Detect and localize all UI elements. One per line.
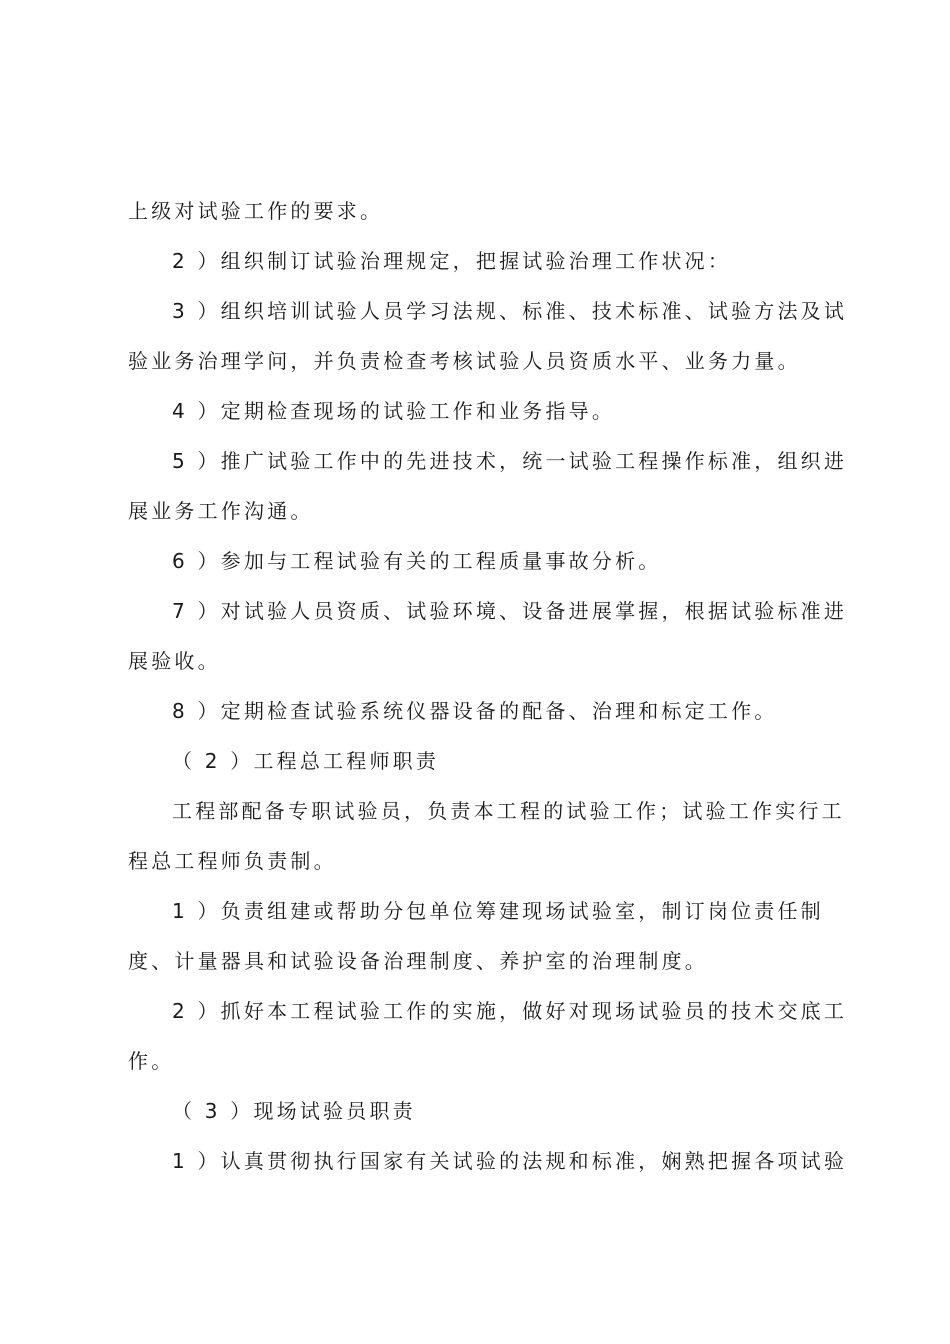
list-item: 5 ）推广试验工作中的先进技术，统一试验工程操作标准，组织进 [172,449,848,473]
list-item: 2 ）组织制订试验治理规定，把握试验治理工作状况： [172,249,732,273]
list-item: 1 ）认真贯彻执行国家有关试验的法规和标准，娴熟把握各项试验 [172,1149,848,1173]
list-item: 6 ）参加与工程试验有关的工程质量事故分析。 [172,549,662,573]
text-line: 展业务工作沟通。 [128,499,314,523]
list-item: 8 ）定期检查试验系统仪器设备的配备、治理和标定工作。 [172,699,778,723]
text-line: 度、计量器具和试验设备治理制度、养护室的治理制度。 [128,949,708,973]
list-item: 3 ）组织培训试验人员学习法规、标准、技术标准、试验方法及试 [172,299,848,323]
list-item: 1 ）负责组建或帮助分包单位筹建现场试验室，制订岗位责任制 [172,899,824,923]
document-body [128,186,848,1186]
text-line: 程总工程师负责制。 [128,849,337,873]
paragraph: 工程部配备专职试验员，负责本工程的试验工作；试验工作实行工 [172,799,845,823]
list-item: 4 ）定期检查现场的试验工作和业务指导。 [172,399,616,423]
text-line: 上级对试验工作的要求。 [128,199,384,223]
section-heading: （ 2 ）工程总工程师职责 [172,749,440,773]
section-heading: （ 3 ）现场试验员职责 [172,1099,416,1123]
text-line: 验业务治理学问，并负责检查考核试验人员资质水平、业务力量。 [128,349,801,373]
text-line: 作。 [128,1049,175,1073]
list-item: 2 ）抓好本工程试验工作的实施，做好对现场试验员的技术交底工 [172,999,848,1023]
text-line: 展验收。 [128,649,221,673]
list-item: 7 ）对试验人员资质、试验环境、设备进展掌握，根据试验标准进 [172,599,848,623]
